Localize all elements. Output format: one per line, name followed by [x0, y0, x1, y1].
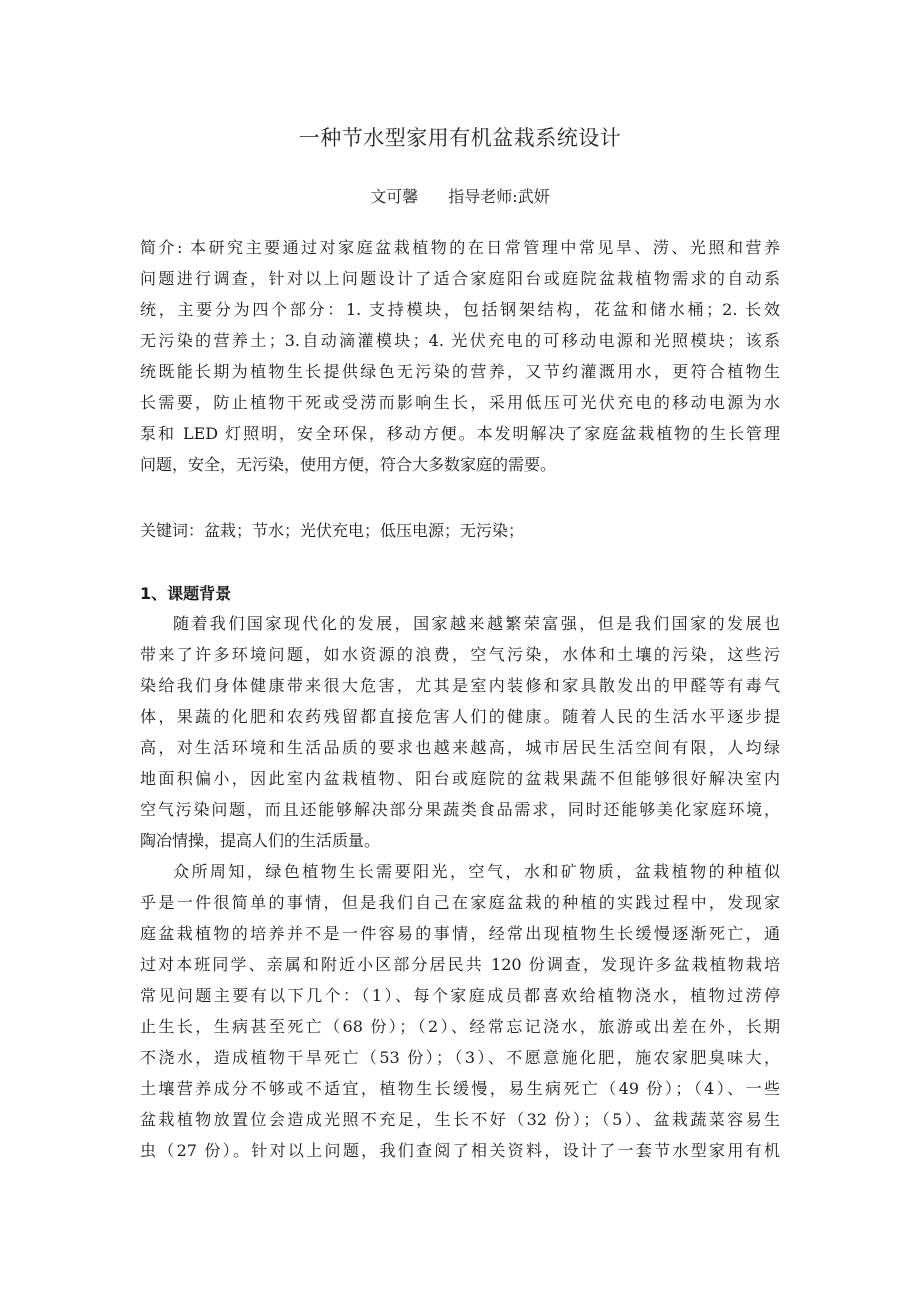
- paragraph-line: 高，对生活环境和生活品质的要求也越来越高，城市居民生活空间有限，人均绿: [140, 738, 780, 757]
- paragraph-line: 过对本班同学、亲属和附近小区部分居民共 120 份调查，发现许多盆栽植物栽培: [140, 955, 780, 974]
- paragraph-line: 盆栽植物放置位会造成光照不充足，生长不好（32 份）；（5）、盆栽蔬菜容易生: [140, 1110, 780, 1129]
- paragraph-line: 随着我们国家现代化的发展，国家越来越繁荣富强，但是我们国家的发展也: [173, 614, 780, 633]
- paragraph-line: 体，果蔬的化肥和农药残留都直接危害人们的健康。随着人民的生活水平逐步提: [140, 707, 780, 726]
- paragraph-line: 带来了许多环境问题，如水资源的浪费，空气污染，水体和土壤的污染，这些污: [140, 645, 780, 664]
- abstract: [140, 232, 780, 480]
- paragraph-line: 土壤营养成分不够或不适宜，植物生长缓慢，易生病死亡（49 份）；（4）、一些: [140, 1079, 780, 1098]
- paragraph-1: [140, 608, 780, 856]
- abstract-line: 简介: 本研究主要通过对家庭盆栽植物的在日常管理中常见旱、涝、光照和营养: [140, 238, 780, 257]
- abstract-line: 无污染的营养土；3.自动滴灌模块；4. 光伏充电的可移动电源和光照模块；该系: [140, 331, 780, 350]
- paragraph-line: 众所周知，绿色植物生长需要阳光，空气，水和矿物质，盆栽植物的种植似: [173, 862, 780, 881]
- paragraph-line: 空气污染问题，而且还能够解决部分果蔬类食品需求，同时还能够美化家庭环境，: [140, 800, 780, 819]
- abstract-line: 统，主要分为四个部分：1. 支持模块，包括钢架结构，花盆和储水桶；2. 长效: [140, 300, 780, 319]
- document-title: 一种节水型家用有机盆栽系统设计: [298, 126, 622, 150]
- abstract-line: 泵和 LED 灯照明，安全环保，移动方便。本发明解决了家庭盆栽植物的生长管理: [140, 424, 780, 443]
- author-line: [0, 184, 920, 207]
- abstract-line: 统既能长期为植物生长提供绿色无污染的营养，又节约灌溉用水，更符合植物生: [140, 362, 780, 381]
- abstract-line: 长需要，防止植物干死或受涝而影响生长，采用低压可光伏充电的移动电源为水: [140, 393, 780, 412]
- section-heading: 1、课题背景: [140, 584, 232, 603]
- paragraph-line: 陶冶情操，提高人们的生活质量。: [140, 831, 381, 850]
- keywords-line: 关键词：盆栽；节水；光伏充电；低压电源；无污染；: [140, 521, 525, 540]
- advisor-name: 指导老师:武妍: [448, 187, 550, 206]
- paragraph-line: 乎是一件很简单的事情，但是我们自己在家庭盆栽的种植的实践过程中，发现家: [140, 893, 780, 912]
- keywords: [140, 515, 780, 546]
- paragraph-line: 常见问题主要有以下几个：（1）、每个家庭成员都喜欢给植物浇水，植物过涝停: [140, 986, 780, 1005]
- paragraph-line: 染给我们身体健康带来很大危害，尤其是室内装修和家具散发出的甲醛等有毒气: [140, 676, 780, 695]
- paragraph-line: 地面积偏小，因此室内盆栽植物、阳台或庭院的盆栽果蔬不但能够很好解决室内: [140, 769, 780, 788]
- paragraph-line: 止生长，生病甚至死亡（68 份）；（2）、经常忘记浇水，旅游或出差在外，长期: [140, 1017, 780, 1036]
- paragraph-line: 虫（27 份）。针对以上问题，我们查阅了相关资料，设计了一套节水型家用有机: [140, 1141, 780, 1160]
- paragraph-2: [140, 856, 780, 1166]
- paragraph-line: 庭盆栽植物的培养并不是一件容易的事情，经常出现植物生长缓慢逐渐死亡，通: [140, 924, 780, 943]
- abstract-line: 问题进行调查，针对以上问题设计了适合家庭阳台或庭院盆栽植物需求的自动系: [140, 269, 780, 288]
- abstract-line: 问题，安全，无污染，使用方便，符合大多数家庭的需要。: [140, 455, 557, 474]
- paragraph-line: 不浇水，造成植物干旱死亡（53 份）；（3）、不愿意施化肥，施农家肥臭味大，: [140, 1048, 780, 1067]
- author-name: 文可馨: [370, 187, 419, 206]
